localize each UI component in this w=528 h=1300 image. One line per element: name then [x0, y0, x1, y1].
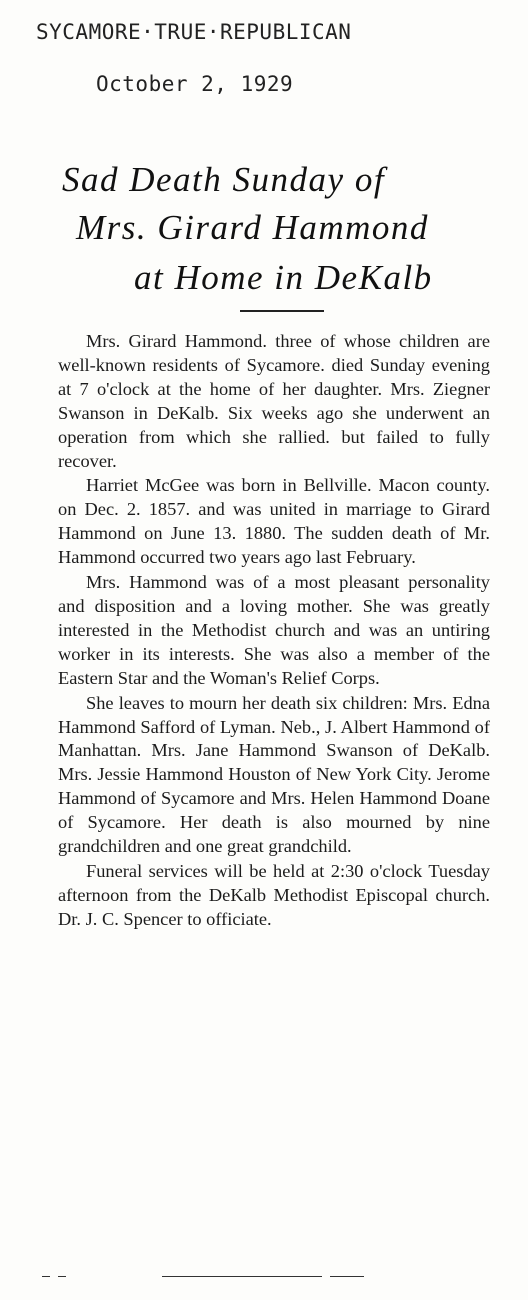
article-paragraph: Harriet McGee was born in Bellville. Macon county. on Dec. 2. 1857. and was united in marriage to Girard Hammond on June 13. 1880. The sudden death of Mr. Hammond occurred two years ago last February. [58, 475, 490, 568]
publication-date: October 2, 1929 [96, 72, 294, 96]
newspaper-name: SYCAMORE·TRUE·REPUBLICAN [36, 20, 352, 44]
end-rule-line [330, 1276, 364, 1277]
article-paragraph: Mrs. Hammond was of a most pleasant personality and disposition and a loving mother. She was greatly interested in the Methodist church and was an untiring worker in its interests. She was also a member of the Eastern Star and the Woman's Relief Corps. [58, 572, 490, 688]
end-rule-dash [42, 1276, 50, 1277]
headline-line-1: Sad Death Sunday of [62, 160, 386, 199]
article-paragraph: Funeral services will be held at 2:30 o'clock Tuesday afternoon from the DeKalb Methodist Episcopal church. Dr. J. C. Spencer to officiate. [58, 860, 490, 929]
article-body [58, 330, 490, 933]
headline-line-3: at Home in DeKalb [134, 258, 433, 297]
article-paragraph: Mrs. Girard Hammond. three of whose children are well-known residents of Sycamore. died Sunday evening at 7 o'clock at the home of her daughter. Mrs. Ziegner Swanson in DeKalb. Six weeks ago she underwent an operation from which she rallied. but failed to fully recover. [58, 331, 490, 471]
article-paragraph: She leaves to mourn her death six children: Mrs. Edna Hammond Safford of Lyman. Neb., J. Albert Hammond of Manhattan. Mrs. Jane Hammond Swanson of DeKalb. Mrs. Jessie Hammond Houston of New York City. Jerome Hammond of Sycamore and Mrs. Helen Hammond Doane of Sycamore. Her death is also mourned by nine grandchildren and one great grandchild. [58, 692, 490, 857]
headline-line-2: Mrs. Girard Hammond [76, 208, 429, 247]
end-rule-dash [58, 1276, 66, 1277]
end-rule-line [162, 1276, 322, 1277]
headline-divider [240, 310, 324, 312]
